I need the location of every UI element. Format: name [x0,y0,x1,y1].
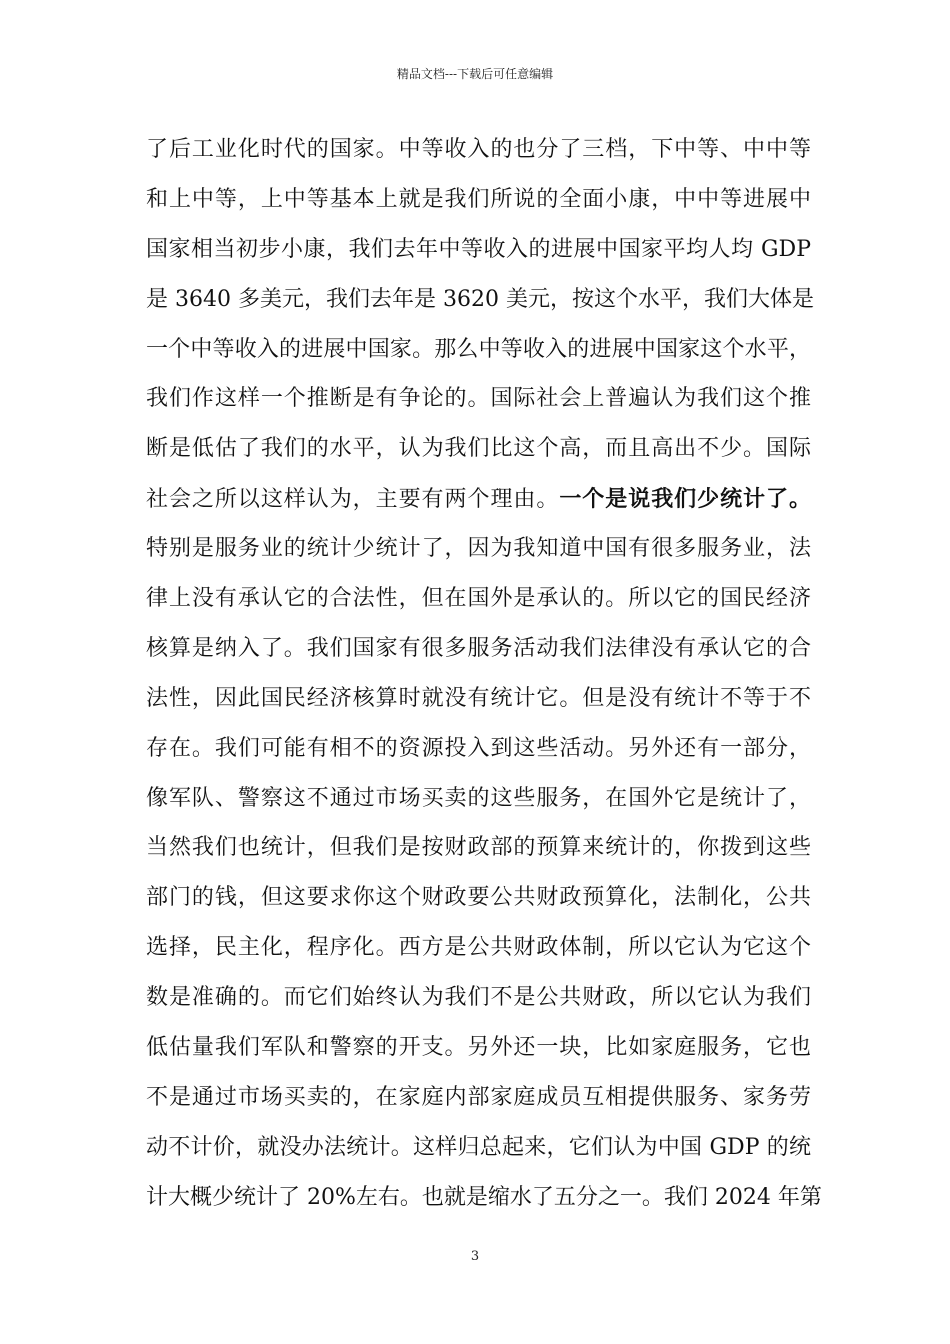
text-line: 部门的钱，但这要求你这个财政要公共财政预算化，法制化，公共 [146,885,811,911]
text-line: 一个中等收入的进展中国家。那么中等收入的进展中国家这个水平， [146,336,811,362]
page-header: 精品文档---下载后可任意编辑 [396,67,554,81]
text-line: 低估量我们军队和警察的开支。另外还一块，比如家庭服务，它也 [146,1035,811,1061]
text-line: 选择，民主化，程序化。西方是公共财政体制，所以它认为它这个 [146,935,811,961]
text-line: 存在。我们可能有相不的资源投入到这些活动。另外还有一部分， [146,735,811,761]
text-line: 了后工业化时代的国家。中等收入的也分了三档，下中等、中中等 [146,137,811,162]
text-line: 律上没有承认它的合法性，但在国外是承认的。所以它的国民经济 [146,586,811,612]
text-line-mixed [146,484,811,534]
text-line: 特别是服务业的统计少统计了，因为我知道中国有很多服务业，法 [146,536,811,562]
text-line: 动不计价，就没办法统计。这样归总起来，它们认为中国 GDP 的统 [146,1134,811,1160]
text-line: 计大概少统计了 20%左右。也就是缩水了五分之一。我们 2024 年第 [146,1184,822,1210]
body-text [146,135,822,1233]
text-line: 数是准确的。而它们始终认为我们不是公共财政，所以它认为我们 [146,985,811,1011]
text-line: 和上中等，上中等基本上就是我们所说的全面小康，中中等进展中 [146,186,811,212]
text-line: 核算是纳入了。我们国家有很多服务活动我们法律没有承认它的合 [146,635,811,661]
text-line: 像军队、警察这不通过市场买卖的这些服务，在国外它是统计了， [146,785,811,811]
text-line: 当然我们也统计，但我们是按财政部的预算来统计的，你拨到这些 [146,835,811,861]
bold-phrase: 一个是说我们少统计了。 [559,486,811,513]
page-number: 3 [470,1249,480,1264]
text-line: 我们作这样一个推断是有争论的。国际社会上普遍认为我们这个推 [146,386,811,412]
text-line: 是 3640 多美元，我们去年是 3620 美元，按这个水平，我们大体是 [146,286,814,312]
text-line: 断是低估了我们的水平，认为我们比这个高，而且高出不少。国际 [146,436,811,462]
text-line: 国家相当初步小康，我们去年中等收入的进展中国家平均人均 GDP [146,236,811,262]
text-line: 不是通过市场买卖的，在家庭内部家庭成员互相提供服务、家务劳 [146,1084,811,1110]
text-line: 法性，因此国民经济核算时就没有统计它。但是没有统计不等于不 [146,685,811,711]
text-segment: 社会之所以这样认为，主要有两个理由。 [146,487,560,513]
